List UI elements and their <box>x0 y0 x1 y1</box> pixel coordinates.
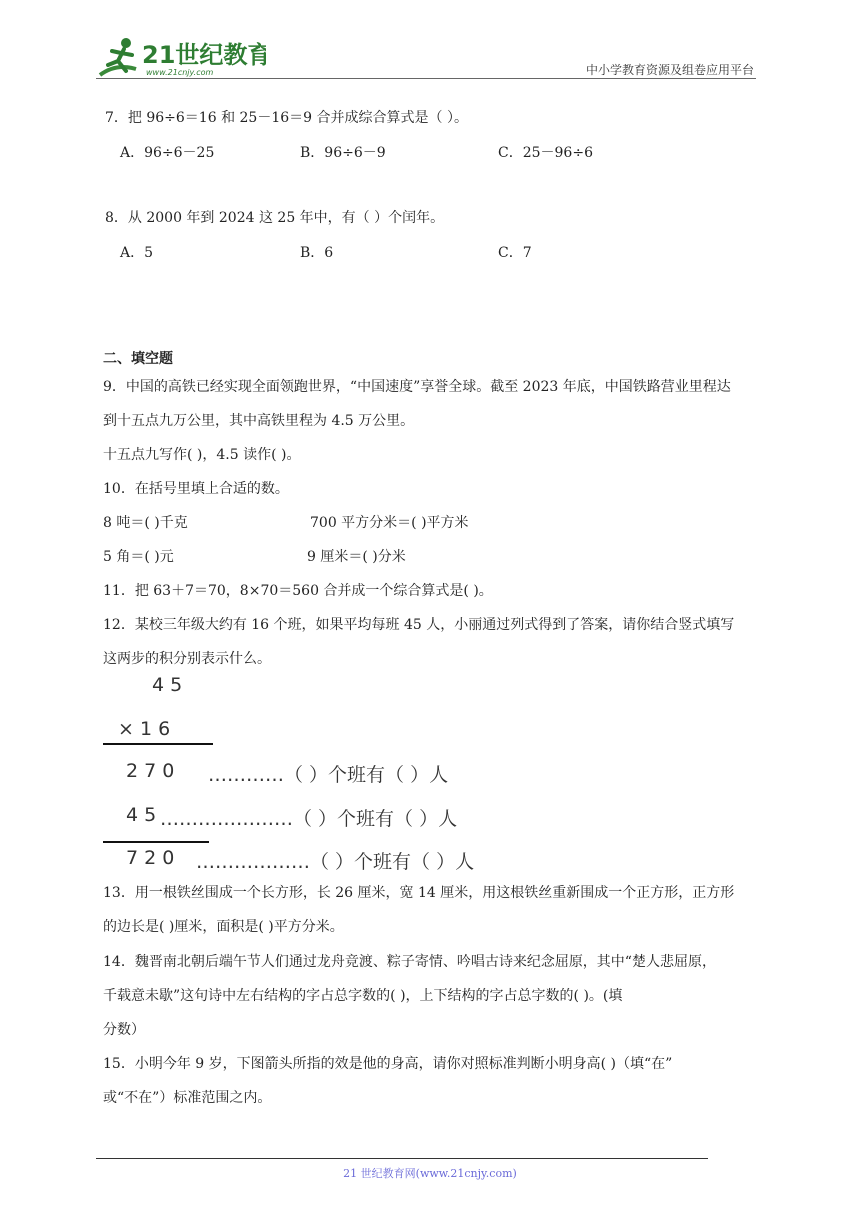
question-15-line2: 或“不在”）标准范围之内。 <box>103 1090 272 1106</box>
q8-option-c[interactable]: C．7 <box>498 245 532 261</box>
q8-option-b[interactable]: B．6 <box>300 245 334 261</box>
question-7: 7．把 96÷6＝16 和 25－16＝9 合并成综合算式是（ ）。 <box>105 110 468 126</box>
partial-product-1: 2 7 0 <box>126 760 175 782</box>
logo-text: 21世纪教育 <box>142 41 266 69</box>
question-13-line1: 13．用一根铁丝围成一个长方形，长 26 厘米，宽 14 厘米，用这根铁丝重新围成一个正方形，正方形 <box>103 885 735 901</box>
question-10: 10．在括号里填上合适的数。 <box>103 481 289 497</box>
question-12-line2: 这两步的积分别表示什么。 <box>103 651 271 667</box>
question-8: 8．从 2000 年到 2024 这 25 年中，有（ ）个闰年。 <box>105 210 445 226</box>
question-14-line2: 千载意未歇”这句诗中左右结构的字占总字数的( )，上下结构的字占总字数的( )。(填 <box>103 988 623 1004</box>
calc-line-bottom <box>103 841 209 843</box>
q7-option-a[interactable]: A．96÷6－25 <box>120 145 215 161</box>
logo-url: www.21cnjy.com <box>146 68 214 77</box>
partial-product-2-blank: …………………（ ）个班有（ ）人 <box>160 808 458 830</box>
question-9-line1: 9．中国的高铁已经实现全面领跑世界，“中国速度”享誉全球。截至 2023 年底，中国铁路营业里程达 <box>103 379 731 395</box>
q10-cm-dm: 9 厘米＝( )分米 <box>307 549 406 565</box>
final-product-blank: ………………（ ）个班有（ ）人 <box>196 851 475 873</box>
final-product: 7 2 0 <box>126 847 175 869</box>
multiplicand: 4 5 <box>152 674 183 696</box>
multiplier: × 1 6 <box>118 718 171 740</box>
question-15-line1: 15．小明今年 9 岁，下图箭头所指的效是他的身高，请你对照标准判断小明身高( )（填“在” <box>103 1056 673 1072</box>
calc-line-top <box>103 743 213 745</box>
section-title-fill-in: 二、填空题 <box>103 351 173 367</box>
q7-option-b[interactable]: B．96÷6－9 <box>300 145 386 161</box>
q10-jiao-yuan: 5 角＝( )元 <box>103 549 174 565</box>
question-13-line2: 的边长是( )厘米，面积是( )平方分米。 <box>103 919 344 935</box>
q10-dm2-m2: 700 平方分米＝( )平方米 <box>310 515 469 531</box>
question-11: 11．把 63＋7＝70，8×70＝560 合并成一个综合算式是( )。 <box>103 583 493 599</box>
question-9-line3: 十五点九写作( )，4.5 读作( )。 <box>103 447 301 463</box>
q8-option-a[interactable]: A．5 <box>120 245 154 261</box>
footer-link[interactable]: 21 世纪教育网(www.21cnjy.com) <box>343 1167 517 1180</box>
footer-divider <box>96 1158 708 1159</box>
question-14-line3: 分数） <box>103 1022 145 1038</box>
header-platform-text: 中小学教育资源及组卷应用平台 <box>585 63 754 77</box>
runner-logo-icon <box>96 35 266 79</box>
question-9-line2: 到十五点九万公里，其中高铁里程为 4.5 万公里。 <box>103 413 415 429</box>
question-14-line1: 14．魏晋南北朝后端午节人们通过龙舟竞渡、粽子寄情、吟唱古诗来纪念屈原，其中“楚人悲屈原， <box>103 954 716 970</box>
question-12-line1: 12．某校三年级大约有 16 个班，如果平均每班 45 人，小丽通过列式得到了答案，请你结合竖式填写 <box>103 617 735 633</box>
logo <box>96 35 266 79</box>
partial-product-1-blank: …………（ ）个班有（ ）人 <box>208 764 449 786</box>
header-divider <box>96 78 756 79</box>
q7-option-c[interactable]: C．25－96÷6 <box>498 145 593 161</box>
partial-product-2: 4 5 <box>126 804 157 826</box>
q10-ton-kg: 8 吨＝( )千克 <box>103 515 188 531</box>
